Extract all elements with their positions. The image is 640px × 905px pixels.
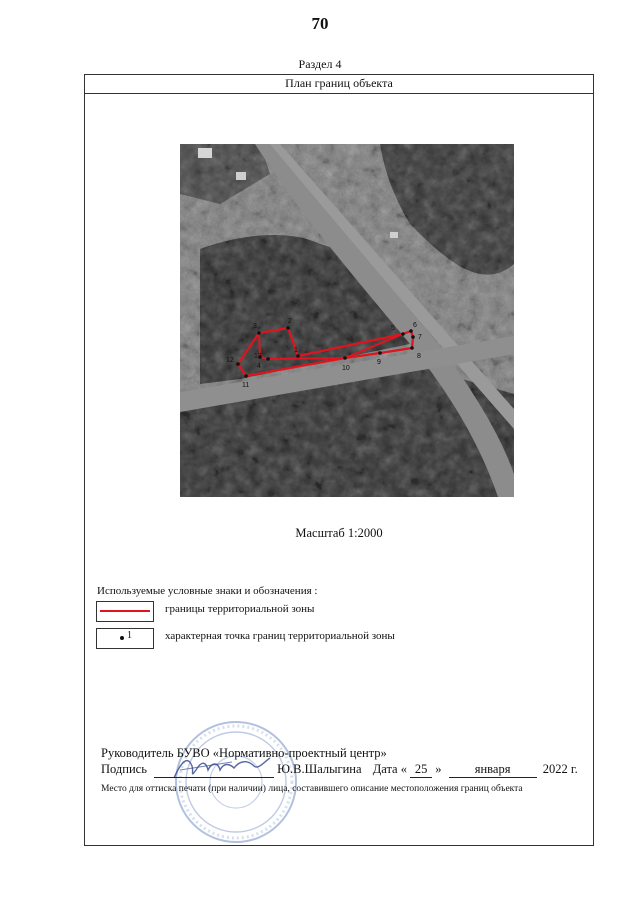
boundary-point-label-4: 4 [257,363,261,370]
legend-point-box [96,628,154,649]
boundary-point-label-2: 2 [288,318,292,325]
boundary-point-label-5: 5 [391,325,395,332]
legend-line-label: границы территориальной зоны [165,603,315,615]
page-number: 70 [311,14,329,33]
boundary-point-label-6: 6 [413,322,417,329]
boundary-point-label-8: 8 [417,353,421,360]
signature-underline [154,762,274,778]
boundary-point-label-10: 10 [342,365,350,372]
sign-label: Подпись [101,762,147,776]
boundary-point-label-7: 7 [418,334,422,341]
boundary-point-8 [410,346,414,350]
frame-header: План границ объекта [84,74,594,94]
boundary-point-label-11: 11 [242,382,250,389]
legend-title: Используемые условные знаки и обозначения : [97,585,318,597]
boundary-point-label-1: 1 [294,347,298,354]
boundary-point-10 [343,356,347,360]
boundary-point-6 [409,329,413,333]
boundary-point-1 [296,354,300,358]
date-year: 2022 г. [542,762,578,776]
boundary-point-2 [286,326,290,330]
signer-name: Ю.В.Шалыгина [277,762,362,776]
scale-label: Масштаб 1:2000 [295,526,383,540]
print-place-note: Место для оттиска печати (при наличии) лица, составившего описание местоположения границ объекта [101,784,523,794]
boundary-point-5 [401,332,405,336]
boundary-point-3 [257,331,261,335]
boundary-point-label-12: 12 [226,357,234,364]
legend-point-number: 1 [127,630,132,641]
aerial-map[interactable] [180,144,514,497]
tree-cover [180,144,514,497]
official-stamp [172,718,300,846]
boundary-point-label-13: 13 [254,353,262,360]
boundary-point-9 [378,351,382,355]
signature-row [101,762,591,778]
date-month: января [449,762,537,778]
aerial-map-svg [180,144,514,497]
boundary-point-label-9: 9 [377,359,381,366]
section-label: Раздел 4 [298,57,342,71]
legend-point-label: характерная точка границ территориальной зоны [165,630,395,642]
boundary-point-7 [411,335,415,339]
legend-point-symbol [120,636,124,640]
boundary-point-11 [244,374,248,378]
date-label: Дата « [372,762,407,776]
boundary-point-13 [266,357,270,361]
head-signature-line: Руководитель БУВО «Нормативно-проектный центр» [101,746,387,760]
date-mid: » [435,762,442,776]
legend-red-line-symbol [100,610,150,612]
boundary-point-12 [236,362,240,366]
date-day: 25 [410,762,432,778]
boundary-point-label-3: 3 [253,323,257,330]
